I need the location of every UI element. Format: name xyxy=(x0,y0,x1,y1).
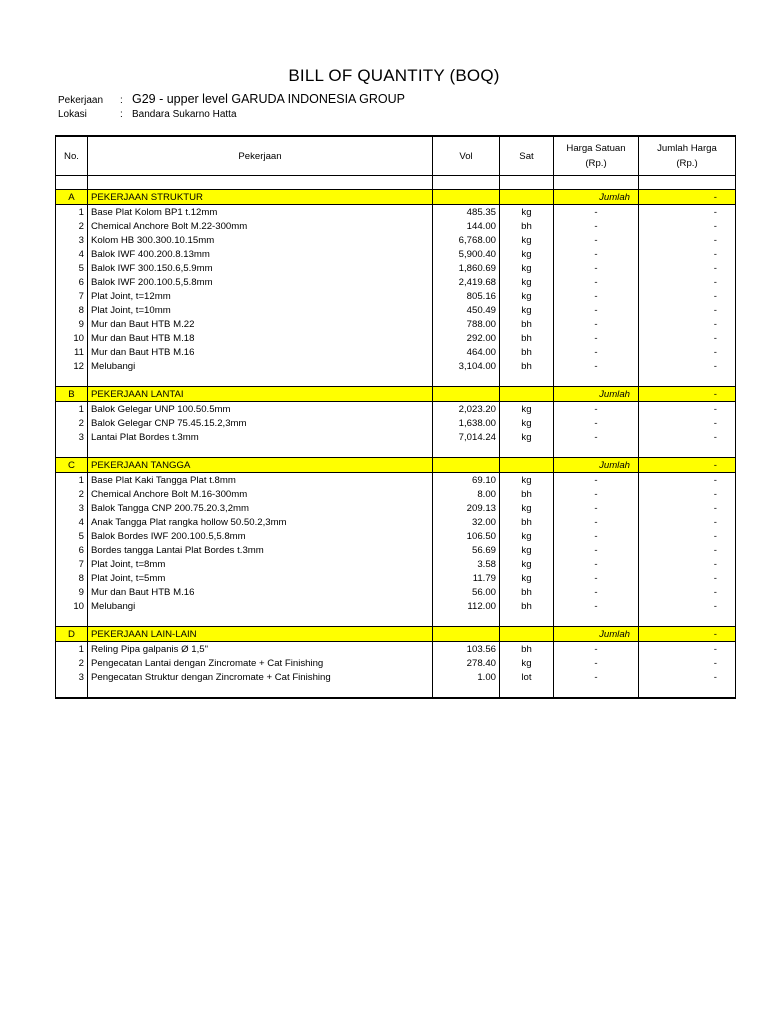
table-header-row xyxy=(56,136,736,176)
item-unit: kg xyxy=(500,557,554,571)
item-volume: 56.69 xyxy=(433,543,500,557)
item-unit: bh xyxy=(500,345,554,359)
section-jumlah-value: - xyxy=(639,458,736,473)
table-row xyxy=(56,247,736,261)
spacer-row xyxy=(56,684,736,698)
item-unit: kg xyxy=(500,430,554,444)
item-jumlah-harga: - xyxy=(639,571,736,585)
header-harga-satuan xyxy=(554,136,639,176)
item-unit: kg xyxy=(500,261,554,275)
item-volume: 7,014.24 xyxy=(433,430,500,444)
section-jumlah-value: - xyxy=(639,387,736,402)
section-row xyxy=(56,627,736,642)
item-description: Balok Tangga CNP 200.75.20.3,2mm xyxy=(88,501,433,515)
item-volume: 464.00 xyxy=(433,345,500,359)
item-unit: bh xyxy=(500,487,554,501)
table-row xyxy=(56,529,736,543)
item-description: Mur dan Baut HTB M.22 xyxy=(88,317,433,331)
section-jumlah-value: - xyxy=(639,190,736,205)
item-no: 6 xyxy=(56,543,88,557)
header-jumlah-harga xyxy=(639,136,736,176)
table-row xyxy=(56,331,736,345)
item-no: 4 xyxy=(56,515,88,529)
item-harga-satuan: - xyxy=(554,402,639,417)
section-row xyxy=(56,190,736,205)
item-unit: kg xyxy=(500,247,554,261)
item-no: 3 xyxy=(56,233,88,247)
item-volume: 485.35 xyxy=(433,205,500,220)
item-jumlah-harga: - xyxy=(639,599,736,613)
table-row xyxy=(56,473,736,488)
table-row xyxy=(56,656,736,670)
header-no: No. xyxy=(56,136,88,176)
lokasi-label: Lokasi xyxy=(58,109,87,120)
item-harga-satuan: - xyxy=(554,571,639,585)
pekerjaan-colon: : xyxy=(120,95,123,106)
spacer-cell xyxy=(500,613,554,627)
item-unit: kg xyxy=(500,543,554,557)
item-unit: kg xyxy=(500,416,554,430)
item-no: 10 xyxy=(56,331,88,345)
header-harga-satuan-label: Harga Satuan xyxy=(566,143,626,154)
item-jumlah-harga: - xyxy=(639,473,736,488)
section-jumlah-label: Jumlah xyxy=(554,458,639,473)
spacer-cell xyxy=(56,684,88,698)
pekerjaan-label: Pekerjaan xyxy=(58,95,104,106)
item-no: 2 xyxy=(56,416,88,430)
item-volume: 3.58 xyxy=(433,557,500,571)
item-unit: lot xyxy=(500,670,554,684)
item-unit: kg xyxy=(500,275,554,289)
item-description: Balok Gelegar UNP 100.50.5mm xyxy=(88,402,433,417)
item-jumlah-harga: - xyxy=(639,233,736,247)
section-jumlah-label: Jumlah xyxy=(554,627,639,642)
section-blank xyxy=(433,458,500,473)
spacer-row xyxy=(56,444,736,458)
header-jumlah-harga-unit: (Rp.) xyxy=(676,158,698,169)
spacer-cell xyxy=(639,176,736,190)
item-no: 4 xyxy=(56,247,88,261)
item-jumlah-harga: - xyxy=(639,261,736,275)
table-row xyxy=(56,317,736,331)
item-harga-satuan: - xyxy=(554,359,639,373)
table-row xyxy=(56,501,736,515)
item-unit: bh xyxy=(500,515,554,529)
spacer-row xyxy=(56,613,736,627)
item-volume: 106.50 xyxy=(433,529,500,543)
table-row xyxy=(56,557,736,571)
header-pekerjaan: Pekerjaan xyxy=(88,136,433,176)
spacer-cell xyxy=(56,444,88,458)
section-code: C xyxy=(56,458,88,473)
table-row xyxy=(56,402,736,417)
item-harga-satuan: - xyxy=(554,501,639,515)
item-unit: kg xyxy=(500,303,554,317)
item-no: 2 xyxy=(56,487,88,501)
pekerjaan-value: G29 - upper level GARUDA INDONESIA GROUP xyxy=(132,92,406,106)
item-volume: 450.49 xyxy=(433,303,500,317)
section-blank xyxy=(433,387,500,402)
item-volume: 1,860.69 xyxy=(433,261,500,275)
item-volume: 2,023.20 xyxy=(433,402,500,417)
item-harga-satuan: - xyxy=(554,599,639,613)
item-no: 8 xyxy=(56,571,88,585)
item-harga-satuan: - xyxy=(554,289,639,303)
table-row xyxy=(56,275,736,289)
item-volume: 2,419.68 xyxy=(433,275,500,289)
section-code: D xyxy=(56,627,88,642)
item-volume: 1,638.00 xyxy=(433,416,500,430)
spacer-cell xyxy=(639,684,736,698)
section-blank xyxy=(500,627,554,642)
item-volume: 8.00 xyxy=(433,487,500,501)
header-sat: Sat xyxy=(500,136,554,176)
table-row xyxy=(56,219,736,233)
item-jumlah-harga: - xyxy=(639,656,736,670)
item-jumlah-harga: - xyxy=(639,501,736,515)
table-row xyxy=(56,599,736,613)
item-volume: 144.00 xyxy=(433,219,500,233)
item-description: Pengecatan Struktur dengan Zincromate + Cat Finishing xyxy=(88,670,433,684)
spacer-cell xyxy=(433,373,500,387)
item-unit: kg xyxy=(500,289,554,303)
item-unit: kg xyxy=(500,205,554,220)
spacer-cell xyxy=(88,684,433,698)
item-volume: 32.00 xyxy=(433,515,500,529)
item-harga-satuan: - xyxy=(554,487,639,501)
item-volume: 788.00 xyxy=(433,317,500,331)
item-unit: kg xyxy=(500,402,554,417)
item-description: Bordes tangga Lantai Plat Bordes t.3mm xyxy=(88,543,433,557)
section-name: PEKERJAAN LANTAI xyxy=(88,387,433,402)
item-jumlah-harga: - xyxy=(639,359,736,373)
item-volume: 292.00 xyxy=(433,331,500,345)
item-jumlah-harga: - xyxy=(639,642,736,657)
section-jumlah-label: Jumlah xyxy=(554,387,639,402)
item-jumlah-harga: - xyxy=(639,416,736,430)
section-code: B xyxy=(56,387,88,402)
item-harga-satuan: - xyxy=(554,219,639,233)
item-volume: 56.00 xyxy=(433,585,500,599)
item-no: 1 xyxy=(56,473,88,488)
item-volume: 3,104.00 xyxy=(433,359,500,373)
item-harga-satuan: - xyxy=(554,317,639,331)
item-harga-satuan: - xyxy=(554,656,639,670)
item-description: Reling Pipa galpanis Ø 1,5" xyxy=(88,642,433,657)
item-volume: 5,900.40 xyxy=(433,247,500,261)
item-description: Melubangi xyxy=(88,359,433,373)
section-name: PEKERJAAN LAIN-LAIN xyxy=(88,627,433,642)
item-harga-satuan: - xyxy=(554,247,639,261)
item-unit: bh xyxy=(500,585,554,599)
item-harga-satuan: - xyxy=(554,557,639,571)
item-unit: bh xyxy=(500,642,554,657)
item-jumlah-harga: - xyxy=(639,219,736,233)
lokasi-colon: : xyxy=(120,109,123,120)
item-harga-satuan: - xyxy=(554,529,639,543)
item-unit: bh xyxy=(500,599,554,613)
item-volume: 6,768.00 xyxy=(433,233,500,247)
spacer-cell xyxy=(88,444,433,458)
item-jumlah-harga: - xyxy=(639,205,736,220)
spacer-cell xyxy=(433,176,500,190)
item-description: Balok Gelegar CNP 75.45.15.2,3mm xyxy=(88,416,433,430)
spacer-cell xyxy=(500,176,554,190)
item-volume: 1.00 xyxy=(433,670,500,684)
spacer-cell xyxy=(554,613,639,627)
item-unit: bh xyxy=(500,317,554,331)
item-description: Mur dan Baut HTB M.16 xyxy=(88,345,433,359)
boq-table xyxy=(55,135,736,699)
section-blank xyxy=(500,387,554,402)
item-harga-satuan: - xyxy=(554,430,639,444)
item-jumlah-harga: - xyxy=(639,543,736,557)
item-description: Balok IWF 300.150.6,5.9mm xyxy=(88,261,433,275)
spacer-cell xyxy=(88,613,433,627)
item-jumlah-harga: - xyxy=(639,331,736,345)
item-description: Anak Tangga Plat rangka hollow 50.50.2,3mm xyxy=(88,515,433,529)
item-no: 1 xyxy=(56,402,88,417)
spacer-cell xyxy=(500,373,554,387)
item-description: Balok IWF 400.200.8.13mm xyxy=(88,247,433,261)
item-volume: 805.16 xyxy=(433,289,500,303)
item-no: 1 xyxy=(56,642,88,657)
item-no: 10 xyxy=(56,599,88,613)
item-unit: kg xyxy=(500,233,554,247)
item-description: Pengecatan Lantai dengan Zincromate + Cat Finishing xyxy=(88,656,433,670)
item-jumlah-harga: - xyxy=(639,557,736,571)
item-unit: bh xyxy=(500,219,554,233)
item-volume: 278.40 xyxy=(433,656,500,670)
item-volume: 112.00 xyxy=(433,599,500,613)
table-row xyxy=(56,359,736,373)
item-jumlah-harga: - xyxy=(639,345,736,359)
spacer-cell xyxy=(56,176,88,190)
item-no: 5 xyxy=(56,529,88,543)
item-no: 3 xyxy=(56,501,88,515)
section-blank xyxy=(500,190,554,205)
item-volume: 209.13 xyxy=(433,501,500,515)
item-description: Plat Joint, t=12mm xyxy=(88,289,433,303)
item-description: Mur dan Baut HTB M.16 xyxy=(88,585,433,599)
table-row xyxy=(56,416,736,430)
item-no: 2 xyxy=(56,656,88,670)
item-no: 3 xyxy=(56,670,88,684)
item-description: Base Plat Kaki Tangga Plat t.8mm xyxy=(88,473,433,488)
item-no: 5 xyxy=(56,261,88,275)
table-row xyxy=(56,571,736,585)
item-no: 2 xyxy=(56,219,88,233)
item-jumlah-harga: - xyxy=(639,515,736,529)
item-harga-satuan: - xyxy=(554,275,639,289)
item-harga-satuan: - xyxy=(554,345,639,359)
table-row xyxy=(56,585,736,599)
item-harga-satuan: - xyxy=(554,543,639,557)
table-row xyxy=(56,345,736,359)
item-harga-satuan: - xyxy=(554,331,639,345)
item-description: Plat Joint, t=8mm xyxy=(88,557,433,571)
item-jumlah-harga: - xyxy=(639,303,736,317)
lokasi-row xyxy=(58,109,237,120)
spacer-cell xyxy=(433,444,500,458)
item-harga-satuan: - xyxy=(554,585,639,599)
table-row xyxy=(56,642,736,657)
section-jumlah-value: - xyxy=(639,627,736,642)
item-description: Balok Bordes IWF 200.100.5,5.8mm xyxy=(88,529,433,543)
item-unit: kg xyxy=(500,656,554,670)
item-unit: bh xyxy=(500,359,554,373)
item-no: 8 xyxy=(56,303,88,317)
spacer-cell xyxy=(639,373,736,387)
item-unit: kg xyxy=(500,501,554,515)
item-jumlah-harga: - xyxy=(639,317,736,331)
item-harga-satuan: - xyxy=(554,416,639,430)
item-harga-satuan: - xyxy=(554,261,639,275)
spacer-cell xyxy=(56,613,88,627)
item-no: 3 xyxy=(56,430,88,444)
spacer-cell xyxy=(639,613,736,627)
item-description: Chemical Anchore Bolt M.22-300mm xyxy=(88,219,433,233)
table-row xyxy=(56,233,736,247)
table-row xyxy=(56,289,736,303)
item-no: 9 xyxy=(56,317,88,331)
section-name: PEKERJAAN TANGGA xyxy=(88,458,433,473)
item-jumlah-harga: - xyxy=(639,585,736,599)
spacer-cell xyxy=(500,684,554,698)
item-no: 11 xyxy=(56,345,88,359)
table-row xyxy=(56,430,736,444)
item-unit: bh xyxy=(500,331,554,345)
item-no: 1 xyxy=(56,205,88,220)
item-no: 9 xyxy=(56,585,88,599)
table-row xyxy=(56,205,736,220)
spacer-cell xyxy=(500,444,554,458)
item-jumlah-harga: - xyxy=(639,402,736,417)
item-unit: kg xyxy=(500,571,554,585)
item-description: Base Plat Kolom BP1 t.12mm xyxy=(88,205,433,220)
item-no: 6 xyxy=(56,275,88,289)
item-description: Balok IWF 200.100.5,5.8mm xyxy=(88,275,433,289)
section-blank xyxy=(433,627,500,642)
item-jumlah-harga: - xyxy=(639,487,736,501)
spacer-cell xyxy=(639,444,736,458)
item-harga-satuan: - xyxy=(554,515,639,529)
spacer-cell xyxy=(56,373,88,387)
item-no: 12 xyxy=(56,359,88,373)
section-name: PEKERJAAN STRUKTUR xyxy=(88,190,433,205)
table-row xyxy=(56,303,736,317)
item-jumlah-harga: - xyxy=(639,670,736,684)
table-row xyxy=(56,670,736,684)
item-jumlah-harga: - xyxy=(639,247,736,261)
item-description: Plat Joint, t=10mm xyxy=(88,303,433,317)
table-row xyxy=(56,515,736,529)
spacer-cell xyxy=(88,373,433,387)
item-harga-satuan: - xyxy=(554,670,639,684)
item-jumlah-harga: - xyxy=(639,529,736,543)
item-description: Mur dan Baut HTB M.18 xyxy=(88,331,433,345)
section-row xyxy=(56,458,736,473)
pekerjaan-row xyxy=(58,92,405,106)
item-volume: 11.79 xyxy=(433,571,500,585)
item-description: Plat Joint, t=5mm xyxy=(88,571,433,585)
item-no: 7 xyxy=(56,289,88,303)
section-blank xyxy=(433,190,500,205)
spacer-cell xyxy=(88,176,433,190)
item-jumlah-harga: - xyxy=(639,289,736,303)
item-harga-satuan: - xyxy=(554,303,639,317)
spacer-cell xyxy=(554,373,639,387)
header-jumlah-harga-label: Jumlah Harga xyxy=(657,143,717,154)
item-description: Lantai Plat Bordes t.3mm xyxy=(88,430,433,444)
item-no: 7 xyxy=(56,557,88,571)
section-code: A xyxy=(56,190,88,205)
spacer-cell xyxy=(433,613,500,627)
item-description: Kolom HB 300.300.10.15mm xyxy=(88,233,433,247)
spacer-row xyxy=(56,373,736,387)
lokasi-value: Bandara Sukarno Hatta xyxy=(132,109,237,120)
header-harga-satuan-unit: (Rp.) xyxy=(585,158,607,169)
item-jumlah-harga: - xyxy=(639,275,736,289)
spacer-cell xyxy=(554,684,639,698)
item-description: Melubangi xyxy=(88,599,433,613)
item-description: Chemical Anchore Bolt M.16-300mm xyxy=(88,487,433,501)
section-row xyxy=(56,387,736,402)
item-unit: kg xyxy=(500,529,554,543)
item-unit: kg xyxy=(500,473,554,488)
page-title: BILL OF QUANTITY (BOQ) xyxy=(288,66,500,85)
spacer-cell xyxy=(554,444,639,458)
item-harga-satuan: - xyxy=(554,233,639,247)
section-blank xyxy=(500,458,554,473)
item-harga-satuan: - xyxy=(554,473,639,488)
item-harga-satuan: - xyxy=(554,205,639,220)
item-volume: 103.56 xyxy=(433,642,500,657)
spacer-row xyxy=(56,176,736,190)
table-row xyxy=(56,261,736,275)
table-row xyxy=(56,487,736,501)
item-volume: 69.10 xyxy=(433,473,500,488)
item-harga-satuan: - xyxy=(554,642,639,657)
spacer-cell xyxy=(433,684,500,698)
section-jumlah-label: Jumlah xyxy=(554,190,639,205)
header-vol: Vol xyxy=(433,136,500,176)
table-row xyxy=(56,543,736,557)
item-jumlah-harga: - xyxy=(639,430,736,444)
boq-body xyxy=(56,176,736,699)
spacer-cell xyxy=(554,176,639,190)
